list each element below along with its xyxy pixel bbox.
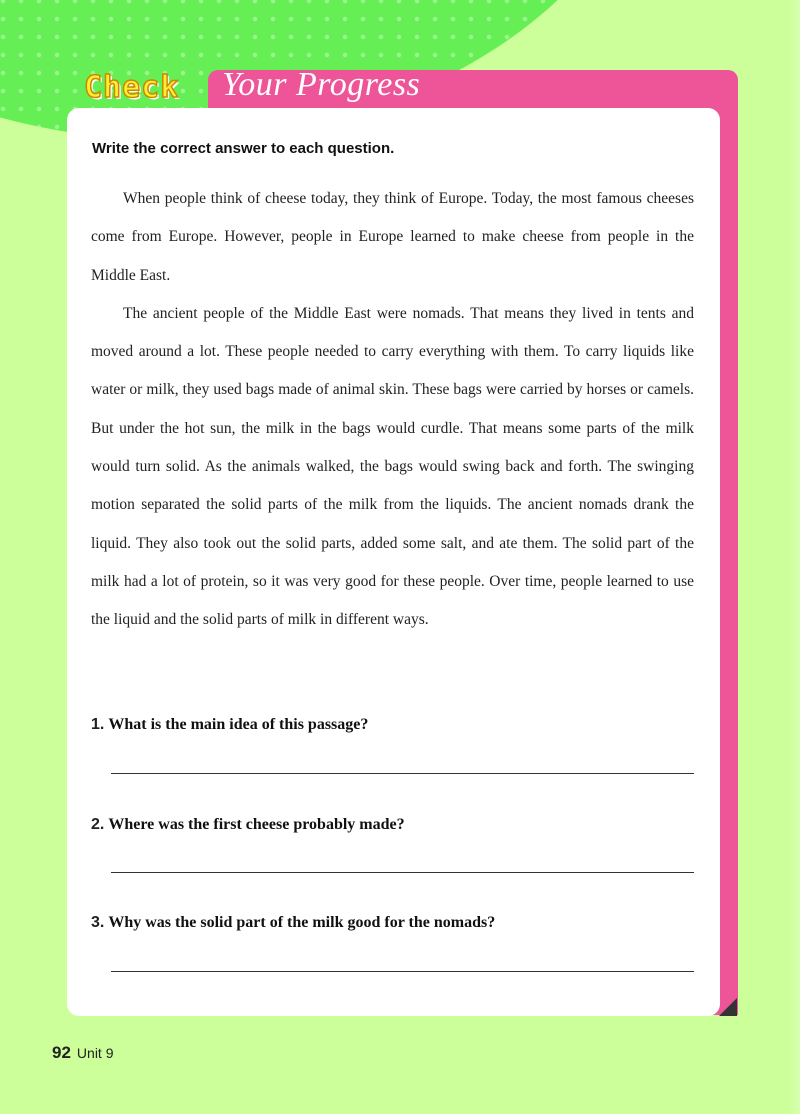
passage-paragraph-1: When people think of cheese today, they think of Europe. Today, the most famous cheeses come from Europe. However, people in Europe learned to make cheese from people in the Middle East. (91, 190, 694, 284)
passage-paragraph-2: The ancient people of the Middle East were nomads. That means they lived in tents and moved around a lot. These people needed to carry everything with them. To carry liquids like water or milk, they used bags made of animal skin. These bags were carried by horses or camels. But under the hot sun, the milk in the bags would curdle. That means some parts of the milk would turn solid. As the animals walked, the bags would swing back and forth. The swinging motion separated the solid parts of the milk from the liquids. The ancient nomads drank the liquid. They also took out the solid parts, added some salt, and ate them. The solid part of the milk had a lot of protein, so it was very good for these people. Over time, people learned to use the liquid and the solid parts of milk in different ways. (91, 304, 694, 629)
question-text: Why was the solid part of the milk good for the nomads? (108, 914, 496, 931)
section-title-progress: Your Progress (222, 66, 421, 103)
question-number: 2. (91, 816, 105, 833)
question-1 (91, 716, 368, 734)
page-number: 92 (52, 1043, 71, 1062)
answer-line-1[interactable] (111, 773, 694, 774)
answer-line-3[interactable] (111, 971, 694, 972)
question-number: 3. (91, 914, 105, 931)
unit-label: Unit 9 (76, 1045, 114, 1061)
page-footer (52, 1043, 114, 1063)
section-title-check: Check (84, 70, 180, 105)
answer-line-2[interactable] (111, 872, 694, 873)
instruction-text: Write the correct answer to each question. (92, 140, 395, 157)
page-edge (788, 0, 800, 1114)
question-3 (91, 914, 495, 932)
reading-passage (91, 180, 694, 640)
question-2 (91, 816, 405, 834)
question-text: What is the main idea of this passage? (108, 716, 369, 733)
question-number: 1. (91, 716, 105, 733)
page-corner-fold (719, 998, 737, 1016)
question-text: Where was the first cheese probably made? (108, 816, 405, 833)
